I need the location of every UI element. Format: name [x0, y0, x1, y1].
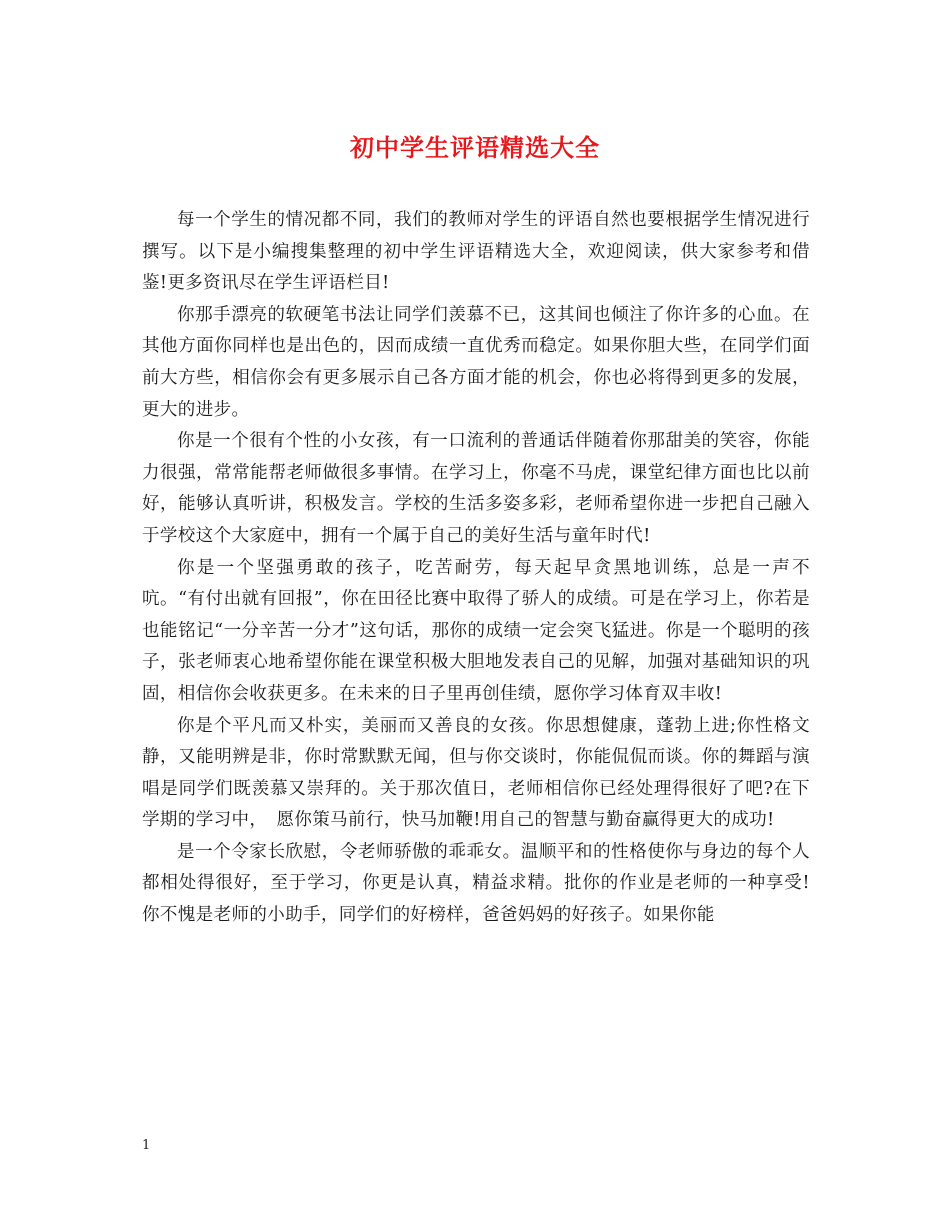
comment-paragraph: 你是一个坚强勇敢的孩子，吃苦耐劳，每天起早贪黑地训练，总是一声不吭。“有付出就有回报”，你在田径比赛中取得了骄人的成绩。可是在学习上，你若是也能铭记“一分辛苦一分才”这句话，那你的成绩一定会突飞猛进。你是一个聪明的孩子，张老师衷心地希望你能在课堂积极大胆地发表自己的见解，加强对基础知识的巩固，相信你会收获更多。在未来的日子里再创佳绩，愿你学习体育双丰收! [142, 557, 810, 704]
intro-paragraph: 每一个学生的情况都不同，我们的教师对学生的评语自然也要根据学生情况进行撰写。以下是小编搜集整理的初中学生评语精选大全，欢迎阅读，供大家参考和借鉴!更多资讯尽在学生评语栏目! [142, 210, 810, 294]
comment-paragraph: 你是一个很有个性的小女孩，有一口流利的普通话伴随着你那甜美的笑容，你能力很强，常常能帮老师做很多事情。在学习上，你毫不马虎，课堂纪律方面也比以前好，能够认真听讲，积极发言。学校的生活多姿多彩，老师希望你进一步把自己融入于学校这个大家庭中，拥有一个属于自己的美好生活与童年时代! [142, 431, 810, 546]
document-title: 初中学生评语精选大全 [350, 133, 600, 162]
comment-paragraph: 你那手漂亮的软硬笔书法让同学们羡慕不已，这其间也倾注了你许多的心血。在其他方面你同样也是出色的，因而成绩一直优秀而稳定。如果你胆大些，在同学们面前大方些，相信你会有更多展示自己各方面才能的机会，你也必将得到更多的发展，更大的进步。 [142, 304, 810, 420]
document-body [142, 205, 810, 932]
page-number: 1 [142, 1138, 151, 1153]
comment-paragraph: 是一个令家长欣慰，令老师骄傲的乖乖女。温顺平和的性格使你与身边的每个人都相处得很好，至于学习，你更是认真，精益求精。批你的作业是老师的一种享受!你不愧是老师的小助手，同学们的好榜样，爸爸妈妈的好孩子。如果你能 [142, 841, 810, 926]
comment-paragraph: 你是个平凡而又朴实，美丽而又善良的女孩。你思想健康，蓬勃上进;你性格文静，又能明辨是非，你时常默默无闻，但与你交谈时，你能侃侃而谈。你的舞蹈与演唱是同学们既羡慕又崇拜的。关于那次值日，老师相信你已经处理得很好了吧?在下学期的学习中， 愿你策马前行，快马加鞭!用自己的智慧与勤奋赢得更大的成功! [142, 715, 810, 831]
